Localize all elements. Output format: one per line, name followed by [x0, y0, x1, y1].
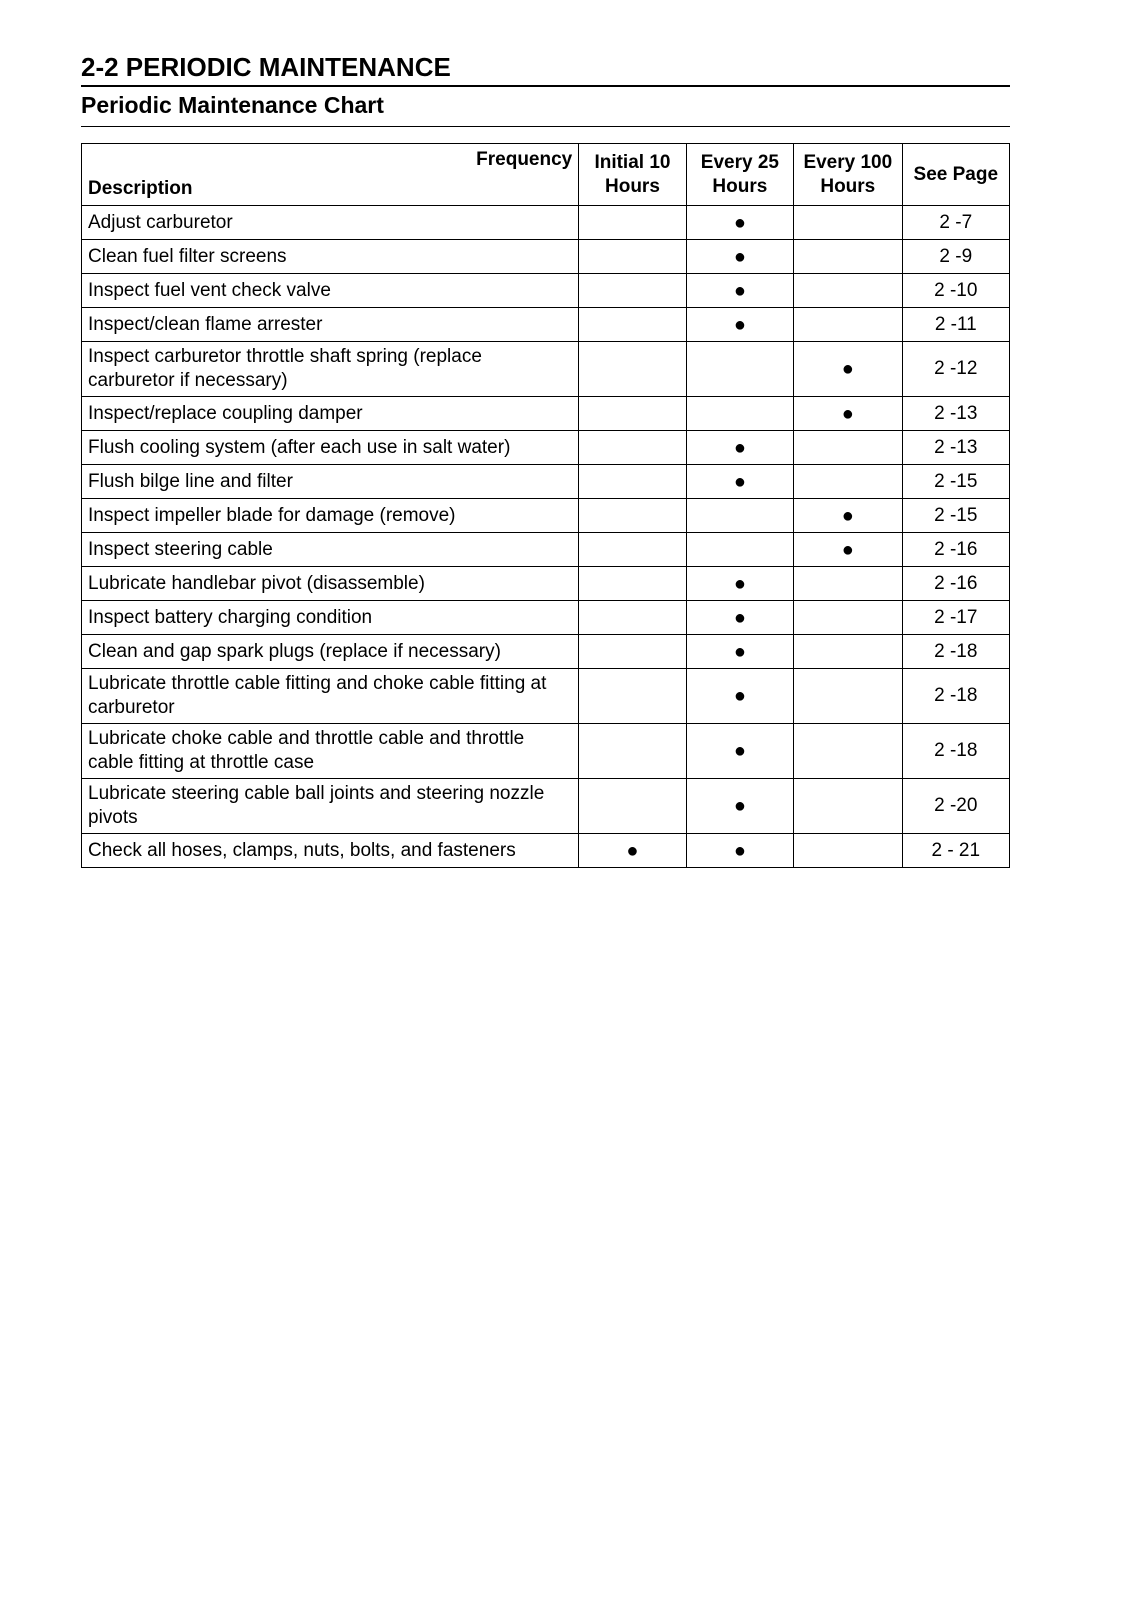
every-100-hours-cell: ● — [794, 342, 902, 397]
every-25-hours-cell — [686, 499, 793, 533]
every-25-line-2: Hours — [712, 175, 768, 197]
description-cell: Clean and gap spark plugs (replace if necessary) — [82, 635, 579, 669]
see-page-cell: 2 -18 — [902, 724, 1009, 779]
every-100-hours-cell — [794, 601, 902, 635]
description-cell: Lubricate throttle cable fitting and choke cable fitting at carburetor — [82, 669, 579, 724]
initial-10-hours-cell — [579, 567, 686, 601]
description-cell: Adjust carburetor — [82, 206, 579, 240]
every-25-hours-header — [686, 144, 793, 206]
every-100-line-1: Every 100 — [803, 151, 893, 173]
every-25-hours-cell: ● — [686, 431, 793, 465]
every-25-hours-cell: ● — [686, 567, 793, 601]
see-page-cell: 2 -13 — [902, 397, 1009, 431]
description-cell: Clean fuel filter screens — [82, 240, 579, 274]
every-100-hours-cell — [794, 567, 902, 601]
initial-10-hours-cell: ● — [579, 834, 686, 868]
description-cell: Flush bilge line and filter — [82, 465, 579, 499]
see-page-header: See Page — [902, 144, 1009, 206]
table-row — [82, 533, 1010, 567]
description-cell: Flush cooling system (after each use in salt water) — [82, 431, 579, 465]
see-page-cell: 2 -16 — [902, 567, 1009, 601]
every-100-hours-cell — [794, 779, 902, 834]
description-label: Description — [88, 178, 193, 199]
description-cell: Inspect carburetor throttle shaft spring (replace carburetor if necessary) — [82, 342, 579, 397]
see-page-cell: 2 -12 — [902, 342, 1009, 397]
every-100-hours-cell — [794, 431, 902, 465]
table-row — [82, 669, 1010, 724]
see-page-cell: 2 -9 — [902, 240, 1009, 274]
see-page-cell: 2 -16 — [902, 533, 1009, 567]
every-100-hours-cell — [794, 635, 902, 669]
every-25-hours-cell: ● — [686, 669, 793, 724]
every-25-hours-cell: ● — [686, 206, 793, 240]
table-row — [82, 834, 1010, 868]
description-cell: Check all hoses, clamps, nuts, bolts, and fasteners — [82, 834, 579, 868]
initial-10-hours-cell — [579, 635, 686, 669]
table-row — [82, 308, 1010, 342]
see-page-cell: 2 -15 — [902, 499, 1009, 533]
every-100-hours-cell — [794, 308, 902, 342]
initial-10-hours-cell — [579, 465, 686, 499]
table-header-row — [82, 144, 1010, 206]
table-row — [82, 601, 1010, 635]
see-page-cell: 2 -18 — [902, 635, 1009, 669]
description-cell: Lubricate choke cable and throttle cable and throttle cable fitting at throttle case — [82, 724, 579, 779]
initial-10-hours-cell — [579, 206, 686, 240]
initial-10-line-1: Initial 10 — [594, 151, 671, 173]
initial-10-hours-cell — [579, 601, 686, 635]
every-100-hours-cell — [794, 465, 902, 499]
see-page-cell: 2 -20 — [902, 779, 1009, 834]
see-page-cell: 2 -7 — [902, 206, 1009, 240]
section-title: 2-2 PERIODIC MAINTENANCE — [81, 48, 1010, 87]
every-100-hours-cell: ● — [794, 397, 902, 431]
maintenance-chart-table — [81, 143, 1010, 868]
initial-10-hours-cell — [579, 240, 686, 274]
initial-10-hours-cell — [579, 431, 686, 465]
every-25-hours-cell: ● — [686, 601, 793, 635]
every-100-hours-cell — [794, 240, 902, 274]
every-25-hours-cell: ● — [686, 274, 793, 308]
table-row — [82, 206, 1010, 240]
initial-10-hours-cell — [579, 397, 686, 431]
every-25-hours-cell — [686, 342, 793, 397]
table-row — [82, 431, 1010, 465]
table-row — [82, 779, 1010, 834]
initial-10-hours-cell — [579, 724, 686, 779]
see-page-cell: 2 - 21 — [902, 834, 1009, 868]
page-header — [81, 48, 1010, 127]
description-frequency-header — [82, 144, 579, 206]
description-cell: Inspect/clean flame arrester — [82, 308, 579, 342]
table-body — [82, 206, 1010, 868]
every-25-hours-cell: ● — [686, 779, 793, 834]
every-25-hours-cell — [686, 533, 793, 567]
every-25-hours-cell — [686, 397, 793, 431]
initial-10-hours-cell — [579, 779, 686, 834]
table-row — [82, 240, 1010, 274]
every-100-hours-cell — [794, 834, 902, 868]
every-100-hours-cell — [794, 206, 902, 240]
table-row — [82, 567, 1010, 601]
initial-10-hours-cell — [579, 669, 686, 724]
table-row — [82, 724, 1010, 779]
initial-10-hours-cell — [579, 342, 686, 397]
every-25-hours-cell: ● — [686, 465, 793, 499]
every-25-hours-cell: ● — [686, 308, 793, 342]
table-row — [82, 274, 1010, 308]
see-page-cell: 2 -15 — [902, 465, 1009, 499]
every-25-hours-cell: ● — [686, 724, 793, 779]
every-25-line-1: Every 25 — [700, 151, 779, 173]
see-page-cell: 2 -13 — [902, 431, 1009, 465]
description-cell: Lubricate steering cable ball joints and steering nozzle pivots — [82, 779, 579, 834]
table-row — [82, 635, 1010, 669]
table-row — [82, 499, 1010, 533]
frequency-label: Frequency — [476, 149, 573, 170]
see-page-cell: 2 -18 — [902, 669, 1009, 724]
initial-10-line-2: Hours — [605, 175, 660, 197]
see-page-cell: 2 -17 — [902, 601, 1009, 635]
every-100-hours-cell — [794, 724, 902, 779]
every-100-hours-cell — [794, 274, 902, 308]
description-cell: Inspect battery charging condition — [82, 601, 579, 635]
every-100-hours-header — [794, 144, 902, 206]
description-cell: Inspect impeller blade for damage (remove) — [82, 499, 579, 533]
every-100-hours-cell — [794, 669, 902, 724]
see-page-cell: 2 -11 — [902, 308, 1009, 342]
every-100-hours-cell: ● — [794, 533, 902, 567]
every-100-hours-cell: ● — [794, 499, 902, 533]
see-page-cell: 2 -10 — [902, 274, 1009, 308]
table-row — [82, 397, 1010, 431]
initial-10-hours-cell — [579, 499, 686, 533]
description-cell: Inspect steering cable — [82, 533, 579, 567]
initial-10-hours-cell — [579, 308, 686, 342]
table-row — [82, 465, 1010, 499]
every-25-hours-cell: ● — [686, 240, 793, 274]
description-cell: Lubricate handlebar pivot (disassemble) — [82, 567, 579, 601]
chart-title: Periodic Maintenance Chart — [81, 87, 1010, 127]
every-100-line-2: Hours — [820, 175, 876, 197]
description-cell: Inspect/replace coupling damper — [82, 397, 579, 431]
initial-10-hours-header — [579, 144, 686, 206]
initial-10-hours-cell — [579, 274, 686, 308]
every-25-hours-cell: ● — [686, 635, 793, 669]
table-row — [82, 342, 1010, 397]
every-25-hours-cell: ● — [686, 834, 793, 868]
initial-10-hours-cell — [579, 533, 686, 567]
description-cell: Inspect fuel vent check valve — [82, 274, 579, 308]
